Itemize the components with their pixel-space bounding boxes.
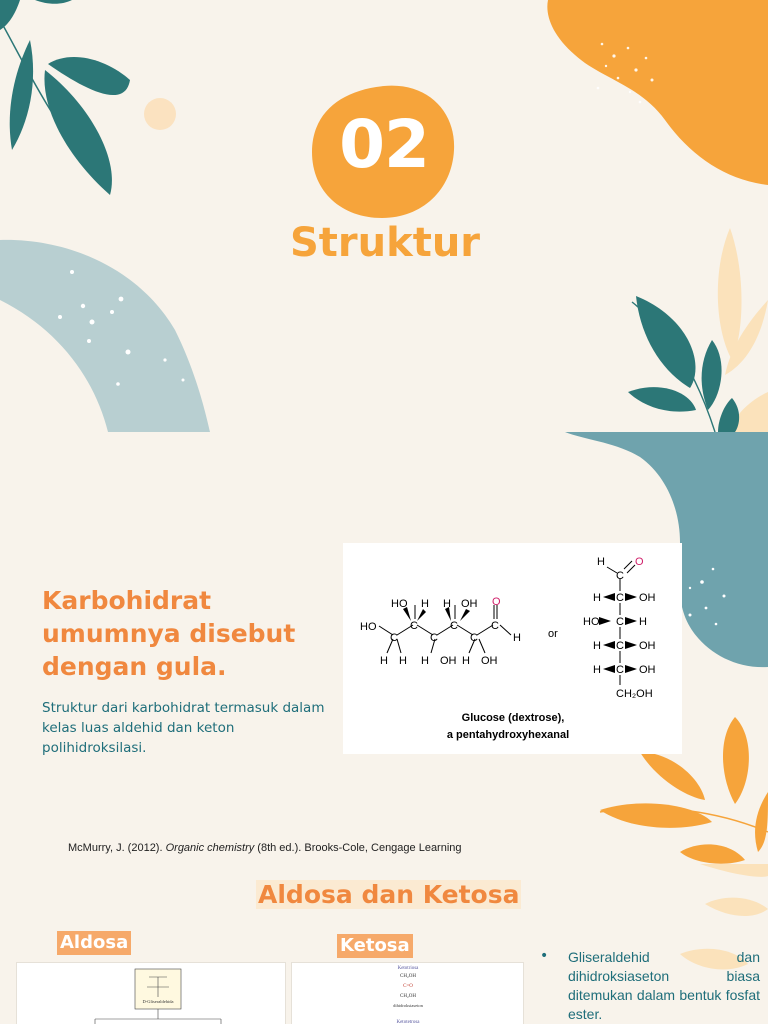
label: H — [593, 592, 601, 604]
label: C — [616, 592, 624, 604]
label: H — [593, 664, 601, 676]
label: OH — [481, 655, 498, 667]
label: O — [635, 556, 644, 568]
right-structure-labels — [583, 556, 656, 700]
small-circle-decoration — [144, 98, 176, 130]
bullet-text: Gliseraldehid dan dihidroksiaseton biasa ditemukan dalam bentuk fosfat ester. — [568, 949, 760, 1022]
fischer-wedges — [599, 593, 637, 673]
figure-caption-line1: Glucose (dextrose), — [461, 712, 565, 724]
citation-prefix: McMurry, J. (2012). — [68, 842, 166, 854]
orange-blob-top-right — [547, 0, 768, 185]
pale-blue-arc-left — [0, 240, 210, 432]
label: C — [491, 620, 499, 632]
label: OH — [639, 592, 656, 604]
glucose-diagram — [343, 543, 682, 754]
label: OH — [440, 655, 457, 667]
slide-section-title — [0, 0, 768, 432]
ketosa-label: C=O — [403, 984, 413, 989]
label: H — [639, 616, 647, 628]
ketosa-tag: Ketosa — [337, 934, 413, 958]
label: H — [421, 598, 429, 610]
label: H — [462, 655, 470, 667]
label: C — [390, 632, 398, 644]
label: C — [430, 632, 438, 644]
aldosa-diagram — [16, 962, 286, 1024]
label: H — [380, 655, 388, 667]
label: HO — [391, 598, 408, 610]
label: H — [421, 655, 429, 667]
ketosa-diagram — [291, 962, 524, 1024]
label: OH — [639, 664, 656, 676]
citation — [68, 842, 462, 854]
ketosa-label: Ketotriosa — [397, 966, 419, 971]
label: HO — [360, 621, 377, 633]
label: HO — [583, 616, 600, 628]
label: H — [513, 632, 521, 644]
label: H — [597, 556, 605, 568]
label: C — [616, 640, 624, 652]
slide1-decorations — [0, 0, 768, 432]
section-title: Struktur — [289, 220, 481, 266]
or-label: or — [548, 628, 558, 640]
label: H — [399, 655, 407, 667]
label: OH — [639, 640, 656, 652]
aldosa-tree — [17, 963, 285, 1024]
label: C — [450, 620, 458, 632]
bullet-marker: • — [540, 948, 549, 964]
slide-title: Aldosa dan Ketosa — [258, 880, 520, 909]
label: O — [492, 596, 501, 608]
slide-structure-content — [0, 432, 768, 864]
label: CH₂OH — [616, 688, 653, 700]
glucose-structure-figure — [343, 543, 682, 754]
figure-caption-line2: a pentahydroxyhexanal — [446, 729, 570, 741]
label: C — [616, 664, 624, 676]
section-number: 02 — [339, 106, 429, 183]
slide-aldosa-ketosa — [0, 864, 768, 1024]
aldosa-tag: Aldosa — [57, 931, 131, 955]
label: C — [616, 616, 624, 628]
leaf-icon-top-left — [0, 0, 130, 195]
ketosa-label: Ketotetrosa — [396, 1020, 420, 1024]
label: C — [616, 570, 624, 582]
citation-suffix: (8th ed.). Brooks-Cole, Cengage Learning — [254, 842, 462, 854]
ketosa-label: CH₂OH — [400, 974, 416, 979]
slide-heading: Karbohidrat umumnya disebut dengan gula. — [42, 586, 296, 681]
label: H — [443, 598, 451, 610]
citation-title: Organic chemistry — [165, 842, 255, 854]
label: C — [470, 632, 478, 644]
ketosa-tree — [292, 963, 523, 1024]
ketosa-label: dihidroksiaseton — [393, 1003, 423, 1008]
ketosa-label: CH₂OH — [400, 994, 416, 999]
leaf-icon-bottom-right — [628, 228, 768, 432]
slide-body-text: Struktur dari karbohidrat termasuk dalam kelas luas aldehid dan keton polihidroksilasi. — [42, 700, 325, 756]
aldosa-image-label: D-Gliseraldehida — [142, 999, 174, 1004]
label: OH — [461, 598, 478, 610]
left-structure-labels — [360, 596, 521, 667]
label: C — [410, 620, 418, 632]
label: H — [593, 640, 601, 652]
